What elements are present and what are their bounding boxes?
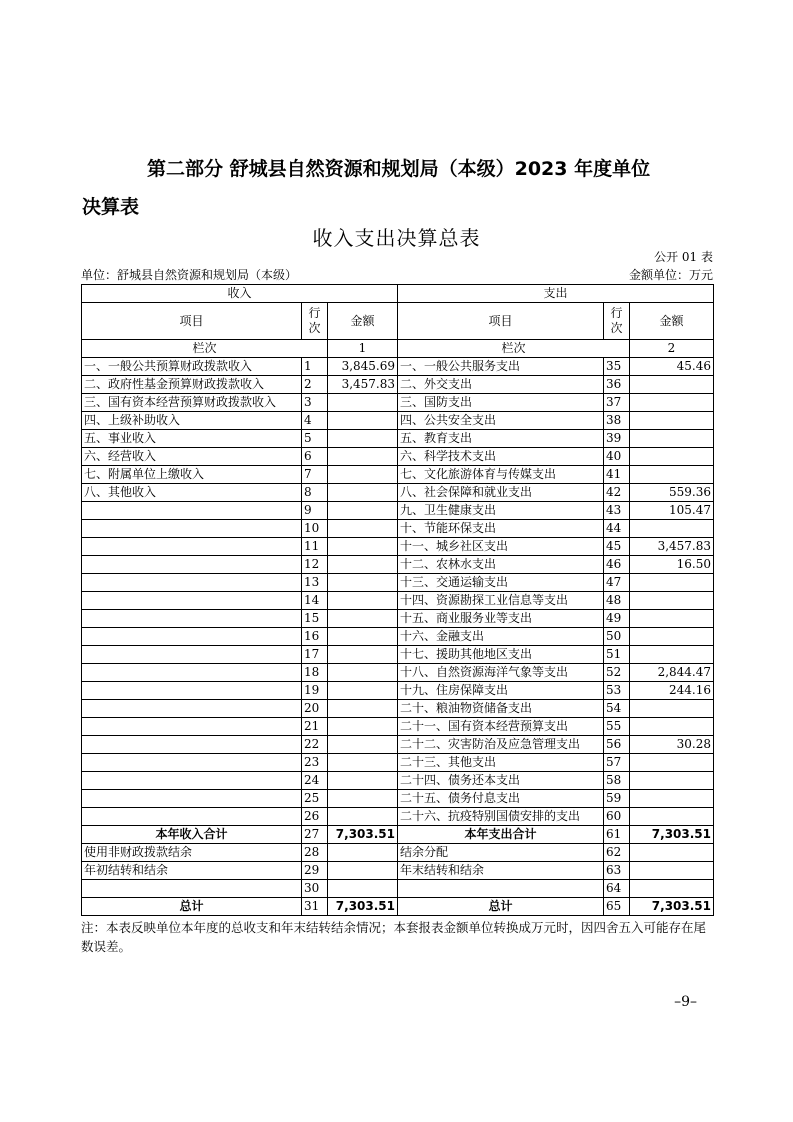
- income-item-cell: [82, 556, 302, 574]
- table-note: 注：本表反映单位本年度的总收支和年末结转结余情况；本套报表金额单位转换成万元时，因四舍五入可能存在尾数误差。: [81, 920, 707, 954]
- income-item-cell: [82, 610, 302, 628]
- expense-item-cell: 三、国防支出: [398, 394, 604, 412]
- expense-line-no-cell: 39: [604, 430, 630, 448]
- income-line-no-cell: 9: [302, 502, 328, 520]
- expense-amount-cell: [630, 628, 714, 646]
- expense-line-no-cell: 57: [604, 754, 630, 772]
- income-amount-cell: [328, 484, 398, 502]
- income-amount-cell: [328, 736, 398, 754]
- page-number: –9–: [674, 994, 697, 1010]
- table-row: [82, 646, 714, 664]
- expense-line-no-cell: 35: [604, 358, 630, 376]
- income-item-header: 项目: [82, 303, 302, 340]
- income-line-no-cell: 3: [302, 394, 328, 412]
- expense-item-header: 项目: [398, 303, 604, 340]
- expense-line-no-cell: 51: [604, 646, 630, 664]
- income-line-no-cell: 17: [302, 646, 328, 664]
- income-line-no-cell: 16: [302, 628, 328, 646]
- expense-amount-cell: 244.16: [630, 682, 714, 700]
- income-amount-cell: [328, 700, 398, 718]
- income-line-no-cell: 26: [302, 808, 328, 826]
- table-body: [82, 358, 714, 916]
- income-item-cell: [82, 754, 302, 772]
- income-amount-cell: [328, 412, 398, 430]
- income-line-no-cell: 23: [302, 754, 328, 772]
- expense-amount-cell: 30.28: [630, 736, 714, 754]
- income-amount-header: 金额: [328, 303, 398, 340]
- year-total-row: [82, 826, 714, 844]
- expense-item-cell: 五、教育支出: [398, 430, 604, 448]
- expense-item-cell: 十四、资源勘探工业信息等支出: [398, 592, 604, 610]
- income-line-no-cell: 8: [302, 484, 328, 502]
- table-row: [82, 574, 714, 592]
- income-amount-cell: 7,303.51: [328, 898, 398, 916]
- expense-item-cell: [398, 880, 604, 898]
- income-line-no-cell: 2: [302, 376, 328, 394]
- income-amount-cell: [328, 754, 398, 772]
- expense-amount-cell: 45.46: [630, 358, 714, 376]
- table-row: [82, 538, 714, 556]
- header-row-sections: [82, 285, 714, 303]
- expense-line-no-cell: 62: [604, 844, 630, 862]
- table-row: [82, 592, 714, 610]
- expense-line-no-cell: 45: [604, 538, 630, 556]
- expense-amount-cell: [630, 376, 714, 394]
- income-amount-cell: [328, 682, 398, 700]
- income-amount-cell: [328, 556, 398, 574]
- table-row: [82, 520, 714, 538]
- income-amount-cell: [328, 718, 398, 736]
- expense-line-no-cell: 52: [604, 664, 630, 682]
- income-line-no-cell: 31: [302, 898, 328, 916]
- income-line-no-cell: 4: [302, 412, 328, 430]
- income-amount-cell: [328, 466, 398, 484]
- income-line-no-cell: 18: [302, 664, 328, 682]
- table-row: [82, 448, 714, 466]
- grand-total-row: [82, 898, 714, 916]
- expense-item-cell: 总计: [398, 898, 604, 916]
- expense-amount-cell: [630, 754, 714, 772]
- expense-line-no-cell: 63: [604, 862, 630, 880]
- income-item-cell: [82, 574, 302, 592]
- income-amount-cell: 3,845.69: [328, 358, 398, 376]
- expense-item-cell: 年末结转和结余: [398, 862, 604, 880]
- income-line-no-cell: 7: [302, 466, 328, 484]
- expense-amount-cell: [630, 430, 714, 448]
- table-row: [82, 664, 714, 682]
- income-line-no-cell: 19: [302, 682, 328, 700]
- income-amount-cell: [328, 538, 398, 556]
- income-item-cell: 年初结转和结余: [82, 862, 302, 880]
- table-row: [82, 430, 714, 448]
- expense-item-cell: 六、科学技术支出: [398, 448, 604, 466]
- income-item-cell: 七、附属单位上缴收入: [82, 466, 302, 484]
- header-row-columns: [82, 303, 714, 340]
- income-item-cell: [82, 628, 302, 646]
- unit-line: [81, 266, 713, 283]
- income-item-cell: 八、其他收入: [82, 484, 302, 502]
- income-line-no-cell: 25: [302, 790, 328, 808]
- expense-col-index: 2: [630, 340, 714, 358]
- income-amount-cell: [328, 646, 398, 664]
- income-item-cell: 五、事业收入: [82, 430, 302, 448]
- income-item-cell: [82, 808, 302, 826]
- income-item-cell: 三、国有资本经营预算财政拨款收入: [82, 394, 302, 412]
- table-row: [82, 466, 714, 484]
- expense-item-cell: 十二、农林水支出: [398, 556, 604, 574]
- income-amount-cell: [328, 394, 398, 412]
- expense-amount-cell: 559.36: [630, 484, 714, 502]
- income-item-cell: 二、政府性基金预算财政拨款收入: [82, 376, 302, 394]
- expense-line-no-cell: 37: [604, 394, 630, 412]
- expense-amount-header: 金额: [630, 303, 714, 340]
- table-row: [82, 376, 714, 394]
- income-amount-cell: [328, 664, 398, 682]
- expense-line-no-cell: 40: [604, 448, 630, 466]
- income-line-no-cell: 6: [302, 448, 328, 466]
- income-item-cell: [82, 538, 302, 556]
- table-row: [82, 556, 714, 574]
- expense-amount-cell: [630, 808, 714, 826]
- income-item-cell: 使用非财政拨款结余: [82, 844, 302, 862]
- expense-line-no-cell: 49: [604, 610, 630, 628]
- income-item-cell: 四、上级补助收入: [82, 412, 302, 430]
- income-amount-cell: [328, 610, 398, 628]
- expense-amount-cell: 7,303.51: [630, 826, 714, 844]
- expense-item-cell: 一、一般公共服务支出: [398, 358, 604, 376]
- expense-item-cell: 二十、粮油物资储备支出: [398, 700, 604, 718]
- expense-line-no-cell: 59: [604, 790, 630, 808]
- expense-line-no-cell: 58: [604, 772, 630, 790]
- income-line-no-cell: 21: [302, 718, 328, 736]
- table-row: [82, 772, 714, 790]
- expense-amount-cell: [630, 412, 714, 430]
- section-heading-line2: 决算表: [82, 196, 140, 218]
- expense-amount-cell: [630, 862, 714, 880]
- income-header: 收入: [82, 285, 398, 303]
- expense-amount-cell: 7,303.51: [630, 898, 714, 916]
- income-item-cell: [82, 664, 302, 682]
- expense-amount-cell: [630, 574, 714, 592]
- expense-item-cell: 二十一、国有资本经营预算支出: [398, 718, 604, 736]
- income-line-no-cell: 14: [302, 592, 328, 610]
- expense-item-cell: 二、外交支出: [398, 376, 604, 394]
- table-row: [82, 628, 714, 646]
- table-row: [82, 682, 714, 700]
- income-amount-cell: [328, 844, 398, 862]
- income-line-no-cell: 11: [302, 538, 328, 556]
- expense-item-cell: 十六、金融支出: [398, 628, 604, 646]
- table-row: [82, 502, 714, 520]
- expense-amount-cell: [630, 394, 714, 412]
- income-line-no-header: 行次: [302, 303, 328, 340]
- income-line-no-cell: 22: [302, 736, 328, 754]
- income-line-no-cell: 13: [302, 574, 328, 592]
- income-amount-cell: [328, 502, 398, 520]
- income-line-no-cell: 24: [302, 772, 328, 790]
- table-row: [82, 610, 714, 628]
- table-row: [82, 862, 714, 880]
- expense-item-cell: 四、公共安全支出: [398, 412, 604, 430]
- expense-line-no-cell: 41: [604, 466, 630, 484]
- expense-line-no-cell: 55: [604, 718, 630, 736]
- expense-amount-cell: [630, 466, 714, 484]
- income-amount-cell: 7,303.51: [328, 826, 398, 844]
- expense-item-cell: 九、卫生健康支出: [398, 502, 604, 520]
- expense-line-no-cell: 65: [604, 898, 630, 916]
- expense-item-cell: 十、节能环保支出: [398, 520, 604, 538]
- table-row: [82, 358, 714, 376]
- expense-line-no-header: 行次: [604, 303, 630, 340]
- expense-amount-cell: [630, 592, 714, 610]
- column-index-row: [82, 340, 714, 358]
- table-row: [82, 412, 714, 430]
- expense-amount-cell: [630, 448, 714, 466]
- expense-col-label: 栏次: [398, 340, 630, 358]
- income-line-no-cell: 1: [302, 358, 328, 376]
- table-row: [82, 736, 714, 754]
- expense-amount-cell: [630, 520, 714, 538]
- table-row: [82, 844, 714, 862]
- income-amount-cell: [328, 772, 398, 790]
- income-item-cell: [82, 718, 302, 736]
- income-item-cell: [82, 700, 302, 718]
- income-item-cell: [82, 592, 302, 610]
- income-amount-cell: [328, 430, 398, 448]
- income-item-cell: [82, 736, 302, 754]
- expense-line-no-cell: 50: [604, 628, 630, 646]
- expense-item-cell: 二十二、灾害防治及应急管理支出: [398, 736, 604, 754]
- income-line-no-cell: 12: [302, 556, 328, 574]
- expense-line-no-cell: 61: [604, 826, 630, 844]
- table-row: [82, 484, 714, 502]
- unit-label: 单位：舒城县自然资源和规划局（本级）: [81, 268, 298, 282]
- income-line-no-cell: 29: [302, 862, 328, 880]
- expense-item-cell: 本年支出合计: [398, 826, 604, 844]
- expense-amount-cell: 16.50: [630, 556, 714, 574]
- expense-line-no-cell: 64: [604, 880, 630, 898]
- expense-item-cell: 二十三、其他支出: [398, 754, 604, 772]
- income-item-cell: 本年收入合计: [82, 826, 302, 844]
- expense-amount-cell: [630, 772, 714, 790]
- income-amount-cell: [328, 574, 398, 592]
- income-amount-cell: [328, 592, 398, 610]
- section-heading: [82, 150, 722, 226]
- income-amount-cell: 3,457.83: [328, 376, 398, 394]
- expense-line-no-cell: 56: [604, 736, 630, 754]
- expense-line-no-cell: 43: [604, 502, 630, 520]
- expense-amount-cell: [630, 700, 714, 718]
- income-col-index: 1: [328, 340, 398, 358]
- form-code: 公开 01 表: [654, 250, 713, 264]
- table-row: [82, 754, 714, 772]
- income-amount-cell: [328, 520, 398, 538]
- table-row: [82, 718, 714, 736]
- expense-line-no-cell: 44: [604, 520, 630, 538]
- table-row: [82, 880, 714, 898]
- expense-amount-cell: [630, 610, 714, 628]
- income-item-cell: [82, 520, 302, 538]
- income-item-cell: [82, 646, 302, 664]
- income-amount-cell: [328, 808, 398, 826]
- expense-line-no-cell: 54: [604, 700, 630, 718]
- income-amount-cell: [328, 880, 398, 898]
- income-item-cell: [82, 880, 302, 898]
- income-item-cell: 总计: [82, 898, 302, 916]
- income-line-no-cell: 28: [302, 844, 328, 862]
- expense-item-cell: 十五、商业服务业等支出: [398, 610, 604, 628]
- table-row: [82, 700, 714, 718]
- expense-amount-cell: [630, 880, 714, 898]
- table-title: 收入支出决算总表: [312, 226, 481, 250]
- income-line-no-cell: 20: [302, 700, 328, 718]
- expense-amount-cell: [630, 718, 714, 736]
- expense-item-cell: 七、文化旅游体育与传媒支出: [398, 466, 604, 484]
- income-amount-cell: [328, 628, 398, 646]
- income-item-cell: 六、经营收入: [82, 448, 302, 466]
- expense-amount-cell: [630, 646, 714, 664]
- expense-item-cell: 结余分配: [398, 844, 604, 862]
- income-item-cell: [82, 502, 302, 520]
- expense-item-cell: 十九、住房保障支出: [398, 682, 604, 700]
- expense-amount-cell: 2,844.47: [630, 664, 714, 682]
- table-row: [82, 808, 714, 826]
- income-line-no-cell: 10: [302, 520, 328, 538]
- expense-item-cell: 十一、城乡社区支出: [398, 538, 604, 556]
- income-item-cell: 一、一般公共预算财政拨款收入: [82, 358, 302, 376]
- expense-line-no-cell: 53: [604, 682, 630, 700]
- income-line-no-cell: 15: [302, 610, 328, 628]
- expense-item-cell: 十三、交通运输支出: [398, 574, 604, 592]
- expense-line-no-cell: 36: [604, 376, 630, 394]
- expense-line-no-cell: 48: [604, 592, 630, 610]
- income-item-cell: [82, 682, 302, 700]
- income-amount-cell: [328, 790, 398, 808]
- income-expense-table: [81, 284, 714, 916]
- income-item-cell: [82, 772, 302, 790]
- amount-unit: 金额单位：万元: [628, 268, 713, 282]
- income-line-no-cell: 27: [302, 826, 328, 844]
- expense-header: 支出: [398, 285, 714, 303]
- expense-item-cell: 八、社会保障和就业支出: [398, 484, 604, 502]
- expense-item-cell: 十八、自然资源海洋气象等支出: [398, 664, 604, 682]
- expense-line-no-cell: 42: [604, 484, 630, 502]
- expense-item-cell: 二十五、债务付息支出: [398, 790, 604, 808]
- expense-amount-cell: [630, 790, 714, 808]
- expense-amount-cell: 105.47: [630, 502, 714, 520]
- income-line-no-cell: 30: [302, 880, 328, 898]
- income-item-cell: [82, 790, 302, 808]
- expense-line-no-cell: 38: [604, 412, 630, 430]
- income-col-label: 栏次: [82, 340, 328, 358]
- table-row: [82, 394, 714, 412]
- expense-line-no-cell: 46: [604, 556, 630, 574]
- expense-amount-cell: 3,457.83: [630, 538, 714, 556]
- expense-line-no-cell: 47: [604, 574, 630, 592]
- income-amount-cell: [328, 448, 398, 466]
- expense-line-no-cell: 60: [604, 808, 630, 826]
- income-amount-cell: [328, 862, 398, 880]
- expense-amount-cell: [630, 844, 714, 862]
- table-row: [82, 790, 714, 808]
- expense-item-cell: 二十四、债务还本支出: [398, 772, 604, 790]
- expense-item-cell: 二十六、抗疫特别国债安排的支出: [398, 808, 604, 826]
- income-line-no-cell: 5: [302, 430, 328, 448]
- section-heading-line1: 第二部分 舒城县自然资源和规划局（本级）2023 年度单位: [147, 158, 651, 180]
- expense-item-cell: 十七、援助其他地区支出: [398, 646, 604, 664]
